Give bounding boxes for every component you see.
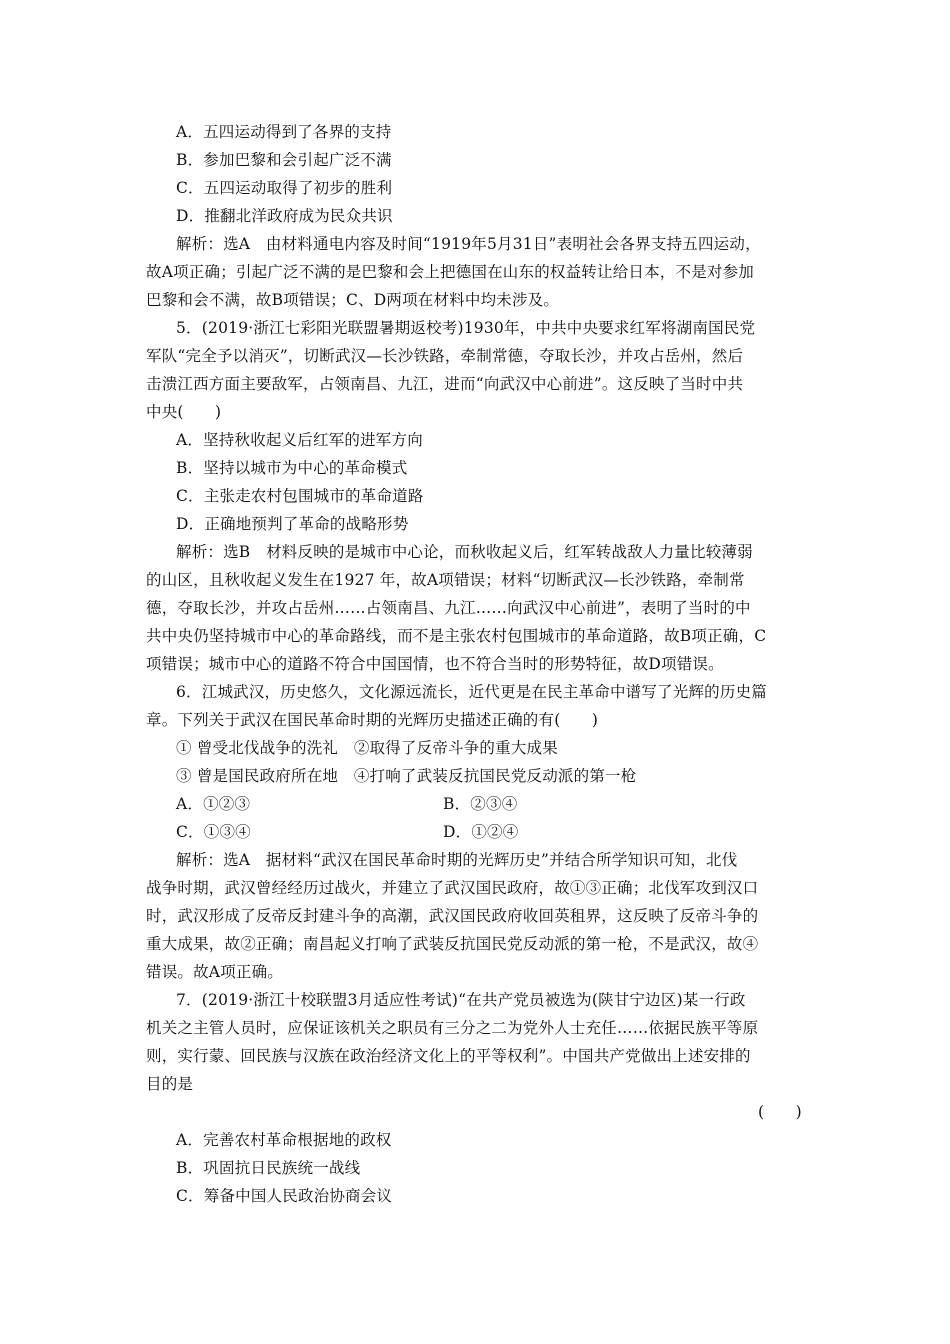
q4-analysis-line: 巴黎和会不满，故B项错误；C、D两项在材料中均未涉及。	[146, 291, 560, 309]
q7-stem-line: 则，实行蒙、回民族与汉族在政治经济文化上的平等权利”。中国共产党做出上述安排的	[146, 1047, 751, 1065]
q5-option-b: B．坚持以城市为中心的革命模式	[176, 459, 408, 477]
q4-analysis-line: 解析：选A 由材料通电内容及时间“1919年5月31日”表明社会各界支持五四运动，	[176, 235, 761, 253]
q5-option-c: C．主张走农村包围城市的革命道路	[176, 487, 424, 505]
q6-option-b: B．②③④	[443, 795, 518, 813]
q5-stem-line: 军队“完全予以消灭”，切断武汉—长沙铁路，牵制常德，夺取长沙，并攻占岳州，然后	[146, 347, 744, 365]
q6-analysis-line: 重大成果，故②正确；南昌起义打响了武装反抗国民党反动派的第一枪，不是武汉，故④	[146, 935, 759, 953]
q7-stem-line: 7．(2019·浙江十校联盟3月适应性考试)“在共产党员被选为(陕甘宁边区)某一行政	[176, 991, 746, 1009]
q7-stem-line: 机关之主管人员时，应保证该机关之职员有三分之二为党外人士充任……依据民族平等原	[146, 1019, 759, 1037]
q5-option-a: A．坚持秋收起义后红军的进军方向	[176, 431, 423, 449]
q5-analysis-line: 解析：选B 材料反映的是城市中心论，而秋收起义后，红军转战敌人力量比较薄弱	[176, 543, 753, 561]
q6-analysis-line: 时，武汉形成了反帝反封建斗争的高潮，武汉国民政府收回英租界，这反映了反帝斗争的	[146, 907, 759, 925]
q5-stem-line: 中央( )	[146, 403, 222, 421]
q6-stem-line: 章。下列关于武汉在国民革命时期的光辉历史描述正确的有( )	[146, 711, 599, 729]
q7-option-a: A．完善农村革命根据地的政权	[176, 1131, 392, 1149]
q5-analysis-line: 共中央仍坚持城市中心的革命路线，而不是主张农村包围城市的革命道路，故B项正确，C	[146, 627, 767, 645]
q4-option-d: D．推翻北洋政府成为民众共识	[176, 207, 393, 225]
q4-analysis-line: 故A项正确；引起广泛不满的是巴黎和会上把德国在山东的权益转让给日本，不是对参加	[146, 263, 754, 281]
q6-analysis-line: 战争时期，武汉曾经经历过战火，并建立了武汉国民政府，故①③正确；北伐军攻到汉口	[146, 879, 759, 897]
q5-analysis-line: 的山区，且秋收起义发生在1927 年，故A项错误；材料“切断武汉—长沙铁路，牵制常	[146, 571, 745, 589]
q6-stem-line: 6．江城武汉，历史悠久，文化源远流长，近代更是在民主革命中谱写了光辉的历史篇	[176, 683, 767, 701]
q5-option-d: D．正确地预判了革命的战略形势	[176, 515, 409, 533]
q6-statement-line: ① 曾受北伐战争的洗礼 ②取得了反帝斗争的重大成果	[176, 739, 558, 757]
q4-option-a: A．五四运动得到了各界的支持	[176, 123, 392, 141]
answer-blank: ( )	[758, 1103, 802, 1121]
q6-analysis-line: 解析：选A 据材料“武汉在国民革命时期的光辉历史”并结合所学知识可知，北伐	[176, 851, 738, 869]
q6-statement-line: ③ 曾是国民政府所在地 ④打响了武装反抗国民党反动派的第一枪	[176, 767, 637, 785]
q6-analysis-line: 错误。故A项正确。	[146, 963, 283, 981]
q6-option-d: D．①②④	[443, 823, 519, 841]
q7-option-c: C．筹备中国人民政治协商会议	[176, 1187, 393, 1205]
q5-analysis-line: 项错误；城市中心的道路不符合中国国情，也不符合当时的形势特征，故D项错误。	[146, 655, 724, 673]
q5-stem-line: 5．(2019·浙江七彩阳光联盟暑期返校考)1930年，中共中央要求红军将湖南国民党	[176, 319, 756, 337]
q7-option-b: B．巩固抗日民族统一战线	[176, 1159, 361, 1177]
q5-analysis-line: 德，夺取长沙，并攻占岳州……占领南昌、九江……向武汉中心前进”，表明了当时的中	[146, 599, 751, 617]
q4-option-c: C．五四运动取得了初步的胜利	[176, 179, 393, 197]
q6-option-c: C．①③④	[176, 823, 251, 841]
q6-option-a: A．①②③	[176, 795, 251, 813]
q4-option-b: B．参加巴黎和会引起广泛不满	[176, 151, 392, 169]
q5-stem-line: 击溃江西方面主要敌军，占领南昌、九江，进而“向武汉中心前进”。这反映了当时中共	[146, 375, 744, 393]
q7-stem-line: 目的是	[146, 1075, 194, 1093]
